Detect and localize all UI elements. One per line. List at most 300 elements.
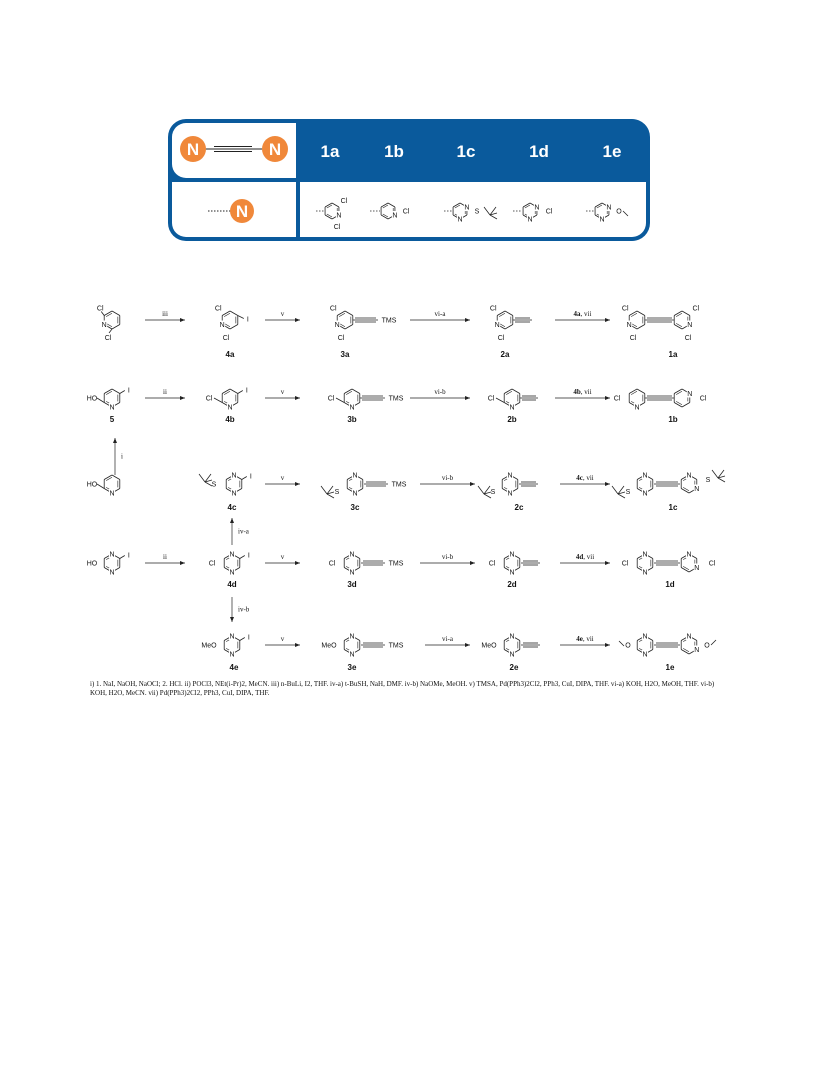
arrow-head	[180, 318, 185, 322]
bond	[238, 391, 243, 394]
arrow-head	[605, 643, 610, 647]
bond	[612, 486, 618, 494]
atom-label: Cl	[337, 335, 345, 342]
arrow-head	[465, 396, 470, 400]
n-atom: N	[509, 633, 515, 641]
n-atom: N	[642, 569, 648, 577]
arrow-head	[295, 482, 300, 486]
ring-bond	[681, 568, 689, 573]
ho-group: HO	[86, 560, 98, 568]
reagent-text: , vii	[583, 553, 595, 561]
alkyne	[361, 561, 385, 565]
compound-label-2d: 2d	[507, 580, 517, 589]
alkyne	[360, 396, 385, 400]
n-atom: N	[109, 569, 115, 577]
reagent-text: , vii	[580, 310, 592, 318]
atom-label: Cl	[487, 395, 495, 403]
n-atom: N	[686, 633, 692, 641]
n-atom: N	[352, 472, 358, 480]
s-atom: S	[474, 208, 480, 216]
reagent-label	[573, 388, 591, 396]
bond	[214, 398, 222, 403]
ring	[681, 471, 700, 493]
n-atom: N	[109, 490, 115, 498]
ring-bond	[681, 489, 689, 494]
ring	[674, 311, 693, 329]
n-atom: N	[229, 569, 235, 577]
cl-atom: Cl	[104, 335, 112, 342]
ring	[504, 632, 520, 659]
ring	[104, 475, 120, 498]
n-atom: N	[349, 404, 355, 412]
reagent-label: v	[280, 474, 285, 482]
ring-bond	[637, 325, 645, 330]
n-atom: N	[642, 490, 648, 498]
bond	[120, 391, 125, 394]
bond	[619, 641, 624, 646]
arrow-head	[605, 561, 610, 565]
bond	[97, 398, 104, 403]
reagent-bold: 4a	[573, 310, 581, 318]
meo-group: MeO	[321, 642, 337, 650]
ring-bond	[637, 311, 645, 316]
ring-bond	[352, 389, 360, 394]
ring	[222, 389, 238, 412]
ring-bond	[682, 403, 690, 408]
n-atom: N	[457, 216, 463, 224]
reagent-label: vi-b	[434, 388, 446, 396]
compound-label-1a: 1a	[668, 350, 678, 359]
ring-bond	[345, 311, 353, 316]
ho-group: HO	[86, 481, 98, 489]
tms-group: TMS	[381, 317, 397, 325]
ring-bond	[504, 389, 512, 394]
arrow-head	[295, 318, 300, 322]
tms-group: TMS	[391, 481, 407, 489]
atom-label: I	[245, 387, 248, 395]
alkyne	[520, 396, 538, 400]
arrow-head	[605, 318, 610, 322]
reagent-label	[574, 310, 592, 318]
n-atom: N	[509, 551, 515, 559]
atom-label: Cl	[489, 305, 497, 313]
ho-group: HO	[86, 395, 98, 403]
n-atom: N	[626, 322, 632, 329]
alkyne	[513, 318, 532, 322]
n-atom: N	[229, 633, 235, 641]
n-atom: N	[509, 404, 515, 412]
ring-bond	[505, 311, 513, 316]
compound-label-3a: 3a	[340, 350, 350, 359]
ring	[224, 550, 240, 577]
s-atom: S	[211, 481, 217, 489]
reagent-label: vi-a	[442, 635, 453, 643]
n-atom: N	[694, 565, 700, 572]
n-atom: N	[334, 322, 340, 329]
atom-label: Cl	[208, 560, 216, 568]
arrow-head	[470, 482, 475, 486]
ring-bond	[230, 311, 238, 316]
reagent-label: ii	[163, 388, 167, 396]
ring	[681, 632, 700, 654]
ring-bond	[104, 389, 112, 394]
compound-label-1c: 1c	[668, 503, 678, 512]
alkyne	[645, 396, 674, 400]
compound-label-2b: 2b	[507, 415, 517, 424]
bond	[711, 640, 716, 645]
n-atom: N	[219, 322, 225, 329]
arrow-head	[465, 643, 470, 647]
n-atom: N	[109, 404, 115, 412]
ring	[347, 471, 363, 498]
arrow-v	[265, 553, 300, 565]
arrow-iv-b	[230, 597, 250, 622]
bond	[97, 484, 104, 489]
ring-bond	[104, 311, 112, 316]
compound-label-2c: 2c	[514, 503, 524, 512]
arrow-head	[295, 561, 300, 565]
reagent-label: iv-a	[238, 527, 249, 536]
arrow-v	[265, 635, 300, 647]
ring	[101, 311, 120, 329]
n-label-right: N	[268, 140, 282, 159]
arrow-head	[295, 643, 300, 647]
ring	[504, 550, 520, 577]
cl-atom: Cl	[340, 198, 348, 205]
ring-bond	[674, 311, 682, 316]
ring-bond	[681, 650, 689, 655]
alkyne	[353, 318, 378, 322]
o-atom: O	[625, 642, 631, 650]
n-atom: N	[606, 204, 612, 212]
n-atom: N	[229, 651, 235, 659]
arrow-vi-b	[420, 474, 475, 486]
arrow-head	[295, 396, 300, 400]
arrow-vi-b	[410, 388, 470, 400]
atom-label: Cl	[684, 335, 692, 342]
atom-label: Cl	[621, 560, 629, 568]
atom-label: I	[127, 552, 130, 560]
alkyne	[521, 643, 540, 647]
n-atom: N	[392, 212, 398, 220]
n-atom: N	[101, 322, 107, 329]
arrow-4b-vii	[555, 388, 610, 400]
reagent-label: vi-b	[441, 553, 454, 561]
header-1a: 1a	[320, 142, 340, 161]
reagent-label	[576, 635, 594, 643]
bond	[712, 470, 718, 478]
n-atom: N	[694, 647, 700, 654]
alkyne	[519, 482, 538, 486]
n-atom: N	[694, 486, 700, 493]
atom-label: Cl	[327, 395, 335, 403]
n-atom: N	[686, 551, 692, 559]
header-1c: 1c	[456, 142, 476, 161]
ring	[502, 471, 518, 498]
bond	[327, 494, 334, 498]
compound-label-5: 5	[109, 415, 115, 424]
compound-label-4a: 4a	[225, 350, 235, 359]
ring	[494, 311, 513, 329]
header-1e: 1e	[602, 142, 622, 161]
ring-bond	[629, 389, 637, 394]
n-atom: N	[642, 551, 648, 559]
s-atom: S	[705, 477, 711, 484]
ring	[637, 632, 653, 659]
arrow-head	[470, 561, 475, 565]
n-atom: N	[464, 204, 470, 212]
arrow-4a-vii	[555, 310, 610, 322]
s-atom: S	[625, 489, 631, 496]
arrow-i	[113, 438, 123, 475]
n-label-sub: N	[235, 202, 249, 221]
atom-label: Cl	[328, 560, 336, 568]
ring	[226, 471, 242, 498]
s-atom: S	[334, 489, 340, 496]
ring-bond	[674, 389, 682, 394]
n-atom: N	[642, 633, 648, 641]
cl-atom: Cl	[545, 208, 553, 216]
atom-label: Cl	[205, 395, 213, 403]
ring-bond	[629, 311, 637, 316]
bond	[496, 398, 504, 403]
ring	[504, 389, 520, 412]
ring-bond	[345, 325, 353, 330]
bond	[336, 398, 344, 403]
tms-group: TMS	[388, 642, 404, 650]
ring-bond	[674, 325, 682, 330]
bond	[240, 556, 245, 559]
n-atom: N	[534, 204, 540, 212]
arrow-vi-a	[410, 310, 470, 322]
reagent-label: v	[280, 635, 285, 643]
reagent-label: iv-b	[238, 605, 250, 614]
ring	[104, 389, 120, 412]
reagent-label: v	[280, 553, 285, 561]
arrow-vi-b	[420, 553, 475, 565]
reagent-label: v	[280, 388, 285, 396]
bond	[109, 329, 112, 333]
ring	[344, 632, 360, 659]
i-atom: I	[246, 316, 249, 324]
tert-butyl	[712, 470, 725, 482]
arrow-iii	[145, 310, 185, 322]
bond	[242, 477, 247, 480]
o-atom: O	[704, 642, 710, 650]
reagent-label: v	[280, 310, 285, 318]
alkyne	[521, 561, 540, 565]
ring-bond	[497, 311, 505, 316]
ring	[344, 550, 360, 577]
tms-group: TMS	[388, 395, 404, 403]
compound-label-1e: 1e	[665, 663, 675, 672]
reagent-label	[576, 553, 594, 561]
ring	[681, 550, 700, 572]
n-atom: N	[336, 212, 342, 220]
ring	[334, 311, 353, 329]
arrow-head	[230, 617, 234, 622]
ring	[626, 311, 645, 329]
alkyne	[645, 318, 674, 322]
ring-bond	[637, 389, 645, 394]
ring-bond	[222, 389, 230, 394]
atom-label: Cl	[692, 305, 700, 313]
o-atom: O	[616, 208, 622, 216]
ring-bond	[112, 475, 120, 480]
header-1b: 1b	[384, 142, 404, 161]
tert-butyl	[321, 486, 334, 498]
bond	[199, 474, 205, 482]
n-atom: N	[231, 490, 237, 498]
arrow-head	[605, 396, 610, 400]
ring-bond	[112, 389, 120, 394]
n-atom: N	[634, 404, 640, 412]
n-atom: N	[507, 472, 513, 480]
i-atom: I	[127, 387, 130, 395]
compound-label-4c: 4c	[227, 503, 237, 512]
reagent-bold: 4b	[573, 388, 581, 396]
reagent-text: , vii	[582, 635, 594, 643]
cl-atom: Cl	[333, 224, 341, 231]
ring	[224, 632, 240, 659]
arrow-4e-vii	[560, 635, 610, 647]
reagent-label	[576, 474, 594, 482]
compound-label-2a: 2a	[500, 350, 510, 359]
bond	[618, 494, 625, 498]
atom-label: Cl	[613, 395, 621, 403]
compound-label-2e: 2e	[509, 663, 519, 672]
n-atom: N	[599, 216, 605, 224]
atom-label: Cl	[497, 335, 505, 342]
bond	[321, 486, 327, 494]
tert-butyl	[478, 486, 491, 498]
ring	[104, 550, 120, 577]
ring-bond	[104, 475, 112, 480]
reagent-label: vi-b	[441, 474, 454, 482]
ring	[219, 311, 238, 329]
ring-bond	[682, 311, 690, 316]
n-atom: N	[349, 633, 355, 641]
reagent-bold: 4d	[575, 553, 584, 561]
tms-group: TMS	[388, 560, 404, 568]
atom-label: Cl	[621, 305, 629, 313]
compound-label-1b: 1b	[668, 415, 678, 424]
bond	[478, 486, 484, 494]
arrow-ii	[145, 553, 185, 565]
n-atom: N	[227, 404, 233, 412]
atom-label: Cl	[708, 560, 716, 568]
ring-bond	[230, 325, 238, 330]
arrow-4d-vii	[560, 553, 610, 565]
n-atom: N	[349, 651, 355, 659]
n-atom: N	[642, 651, 648, 659]
arrow-4c-vii	[560, 474, 610, 486]
compound-label-3c: 3c	[350, 503, 360, 512]
reagent-label: vi-a	[434, 310, 446, 318]
atom-label: Cl	[699, 395, 707, 403]
n-atom: N	[231, 472, 237, 480]
alkyne	[654, 643, 680, 647]
arrow-head	[465, 318, 470, 322]
ring-bond	[222, 311, 230, 316]
compound-label-3e: 3e	[347, 663, 357, 672]
arrow-v	[265, 310, 300, 322]
n-atom: N	[349, 551, 355, 559]
n-atom: N	[686, 472, 692, 480]
arrow-head	[605, 482, 610, 486]
atom-label: I	[247, 634, 250, 642]
arrow-head	[180, 396, 185, 400]
reagent-text: , vii	[582, 474, 594, 482]
atom-label: Cl	[222, 335, 230, 342]
arrow-head	[230, 518, 234, 523]
atom-label: Cl	[329, 305, 337, 313]
n-atom: N	[687, 391, 693, 398]
reagent-label: i	[121, 452, 123, 461]
bond	[240, 638, 245, 641]
n-atom: N	[509, 651, 515, 659]
compound-label-4b: 4b	[225, 415, 235, 424]
compound-label-1d: 1d	[665, 580, 675, 589]
ring-bond	[337, 311, 345, 316]
compound-label-3d: 3d	[347, 580, 357, 589]
arrow-head	[113, 438, 117, 443]
meo-group: MeO	[481, 642, 497, 650]
arrow-vi-a	[425, 635, 470, 647]
ring	[637, 471, 653, 498]
meo-group: MeO	[201, 642, 217, 650]
ring	[344, 389, 360, 412]
reagent-label: iii	[162, 310, 168, 318]
bond	[120, 556, 125, 559]
arrow-ii	[145, 388, 185, 400]
arrow-iv-a	[230, 518, 250, 545]
ring	[637, 550, 653, 577]
atom-label: I	[247, 552, 250, 560]
bond	[238, 316, 244, 319]
ring-bond	[230, 389, 238, 394]
header-1d: 1d	[529, 142, 549, 161]
n-atom: N	[509, 569, 515, 577]
alkyne	[361, 643, 385, 647]
n-atom: N	[642, 472, 648, 480]
n-atom: N	[229, 551, 235, 559]
alkyne	[654, 482, 680, 486]
ring	[629, 389, 645, 412]
n-atom: N	[687, 322, 693, 329]
arrow-v	[265, 474, 300, 486]
tert-butyl	[199, 474, 212, 486]
bond	[718, 478, 725, 482]
n-atom: N	[109, 551, 115, 559]
reagent-bold: 4e	[576, 635, 583, 643]
alkyne	[654, 561, 680, 565]
s-atom: S	[490, 489, 496, 496]
tert-butyl	[612, 486, 625, 498]
synthesis-scheme	[87, 306, 725, 673]
alkyne	[364, 482, 388, 486]
arrow-head	[180, 561, 185, 565]
bottom-right-cell-fill2	[300, 182, 600, 237]
ring-bond	[674, 403, 682, 408]
ring-bond	[505, 325, 513, 330]
atom-label: Cl	[629, 335, 637, 342]
cl-atom: Cl	[402, 208, 410, 216]
compound-label-4d: 4d	[227, 580, 237, 589]
reagent-text: , vii	[580, 388, 592, 396]
ring-bond	[112, 311, 120, 316]
n-atom: N	[527, 216, 533, 224]
